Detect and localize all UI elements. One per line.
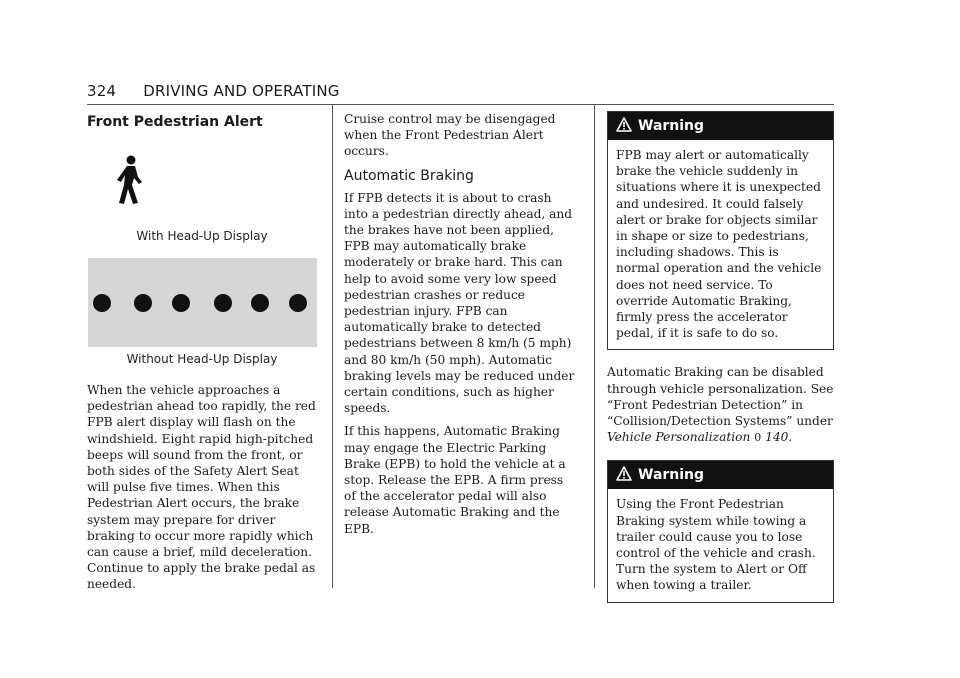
warning-title: Warning	[638, 118, 705, 134]
page-number: 324	[87, 82, 117, 100]
section-title: DRIVING AND OPERATING	[143, 82, 340, 100]
paragraph: Automatic Braking can be disabled through vehicle personalization. See “Front Pedestrian Detection” in “Collision/Detection Systems” under Vehicle Personalization 0 140.	[607, 365, 834, 445]
paragraph: If this happens, Automatic Braking may engage the Electric Parking Brake (EPB) to hold the vehicle at a stop. Release the EPB. A firm press of the accelerator pedal will also release Automatic Braking and the EPB.	[344, 424, 566, 536]
alert-light-icon	[172, 294, 190, 312]
alert-light-icon	[134, 294, 152, 312]
paragraph: When the vehicle approaches a pedestrian ahead too rapidly, the red FPB alert display will flash on the windshield. Eight rapid high-pitched beeps will sound from the front, or both sides of the Safety Alert Seat will pulse five times. When this Pedestrian Alert occurs, the brake system may prepare for driver braking to occur more rapidly which can cause a brief, mild deceleration. Continue to apply the brake pedal as needed.	[87, 383, 316, 592]
cross-reference-link[interactable]: Vehicle Personalization 0 140	[607, 430, 789, 445]
paragraph-text: Automatic Braking can be disabled through vehicle personalization. See “Front Pedestrian Detection” in “Collision/Detection Systems” under	[607, 365, 834, 429]
column-1-body	[87, 382, 323, 600]
paragraph: If FPB detects it is about to crash into a pedestrian directly ahead, and the brakes have not been applied, FPB may automatically brake moderately or brake hard. This can help to avoid some very low speed pedestrian crashes or reduce pedestrian injury. FPB can automatically brake to detected pedestrians between 8 km/h (5 mph) and 80 km/h (50 mph). Automatic braking levels may be reduced under certain conditions, such as higher speeds.	[344, 190, 575, 416]
column-3	[607, 111, 834, 617]
warning-triangle-icon	[616, 117, 638, 136]
column-2	[344, 111, 578, 544]
page-ref-arrow-icon: 0	[754, 431, 762, 445]
caption-hud: With Head-Up Display	[136, 229, 268, 243]
subheading: Automatic Braking	[344, 167, 474, 184]
warning-triangle-icon	[616, 466, 638, 485]
warning-box	[607, 111, 834, 350]
warning-text: Using the Front Pedestrian Braking system while towing a trailer could cause you to lose control of the vehicle and crash. Turn the system to Alert or Off when towing a trailer.	[616, 497, 816, 593]
column-divider	[332, 104, 333, 588]
pedestrian-icon	[113, 155, 147, 205]
alert-light-icon	[214, 294, 232, 312]
paragraph: Cruise control may be disengaged when the Front Pedestrian Alert occurs.	[344, 112, 556, 159]
warning-header	[608, 461, 833, 489]
section-heading: Front Pedestrian Alert	[87, 114, 263, 130]
warning-box	[607, 460, 834, 602]
warning-header	[608, 112, 833, 140]
warning-title: Warning	[638, 467, 705, 484]
hud-alert-panel	[88, 258, 317, 347]
column-1	[87, 111, 321, 137]
alert-light-icon	[93, 294, 111, 312]
alert-light-icon	[251, 294, 269, 312]
column-divider	[594, 104, 595, 588]
caption-no-hud: Without Head-Up Display	[126, 352, 278, 366]
warning-text: FPB may alert or automatically brake the vehicle suddenly in situations where it is unexpected and undesired. It could falsely alert or brake for objects similar in shape or size to pedestrians, including shadows. This is normal operation and the vehicle does not need service. To override Automatic Braking, firmly press the accelerator pedal, if it is safe to do so.	[616, 148, 822, 341]
alert-light-icon	[289, 294, 307, 312]
page-header	[87, 82, 834, 105]
